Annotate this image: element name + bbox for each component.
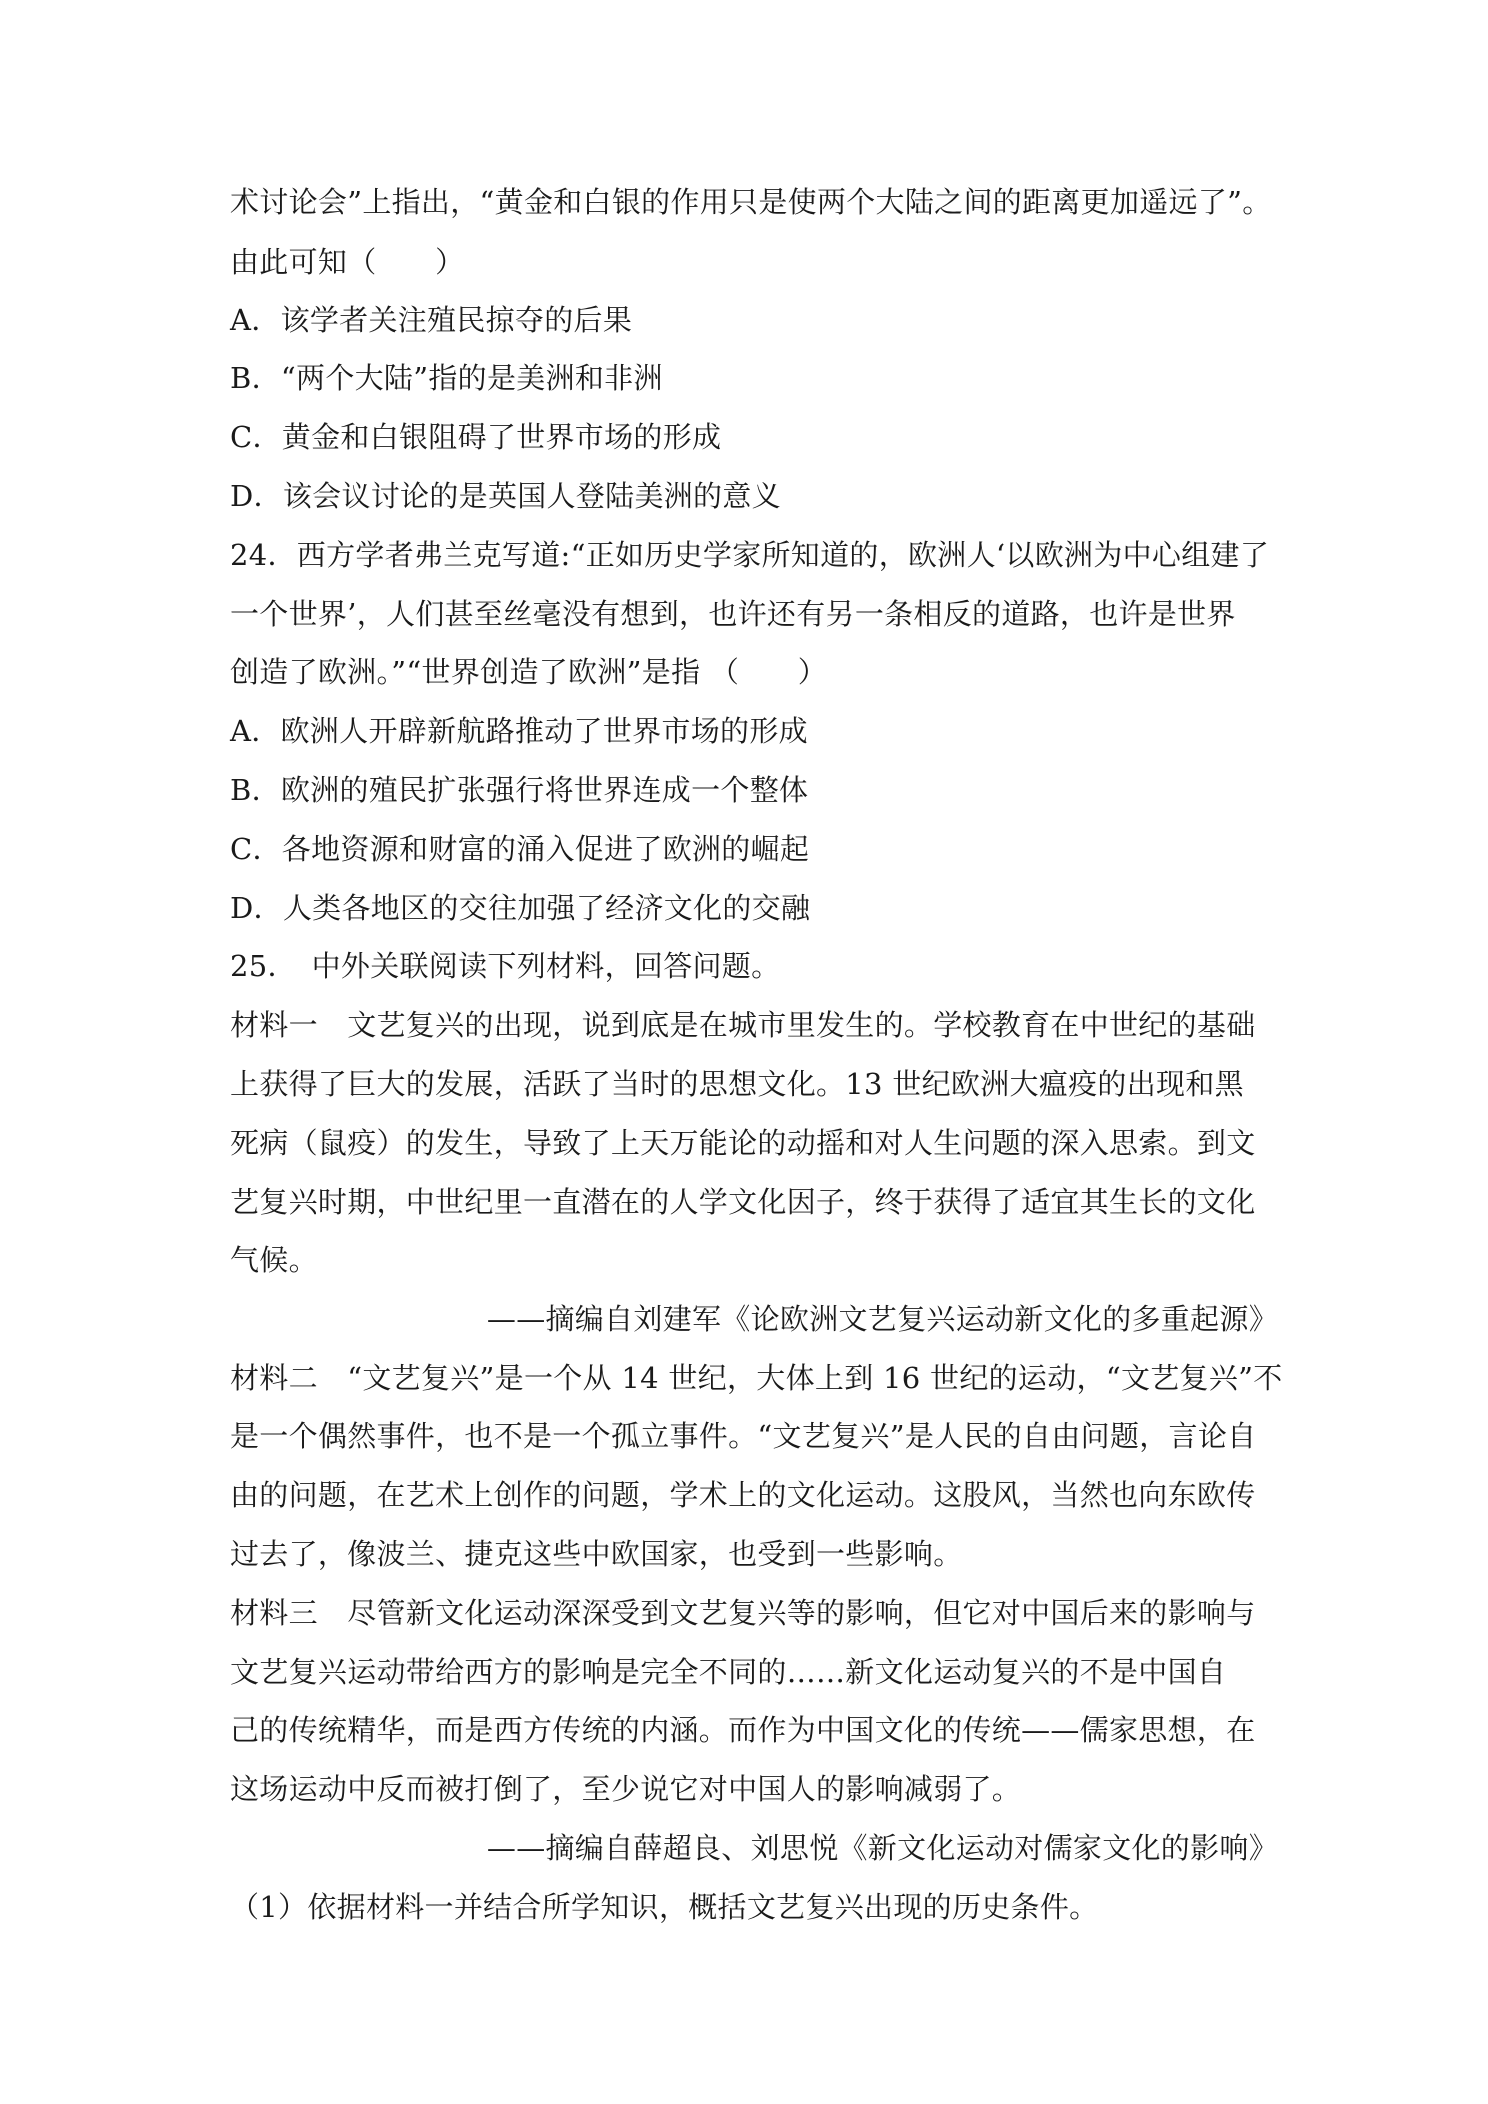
- text-line: 由此可知（ ）: [230, 245, 465, 279]
- option-a: A．该学者关注殖民掠夺的后果: [230, 303, 633, 337]
- option-c: C．各地资源和财富的涌入促进了欧洲的崛起: [230, 832, 810, 866]
- option-d: D．该会议讨论的是英国人登陆美洲的意义: [230, 479, 781, 513]
- material-three: 材料三 尽管新文化运动深深受到文艺复兴等的影响，但它对中国后来的影响与: [230, 1596, 1256, 1630]
- source-citation: ——摘编自刘建军《论欧洲文艺复兴运动新文化的多重起源》: [486, 1302, 1278, 1336]
- material-two: 材料二 “文艺复兴”是一个从 14 世纪，大体上到 16 世纪的运动，“文艺复兴”不: [230, 1361, 1283, 1395]
- text-line: 一个世界’，人们甚至丝毫没有想到，也许还有另一条相反的道路，也许是世界: [230, 597, 1236, 631]
- sub-question-1: （1）依据材料一并结合所学知识，概括文艺复兴出现的历史条件。: [230, 1890, 1099, 1924]
- text-line: 术讨论会”上指出，“黄金和白银的作用只是使两个大陆之间的距离更加遥远了”。: [230, 185, 1272, 219]
- option-a: A．欧洲人开辟新航路推动了世界市场的形成: [230, 714, 808, 748]
- text-line: 死病（鼠疫）的发生，导致了上天万能论的动摇和对人生问题的深入思索。到文: [230, 1126, 1256, 1160]
- option-b: B．“两个大陆”指的是美洲和非洲: [230, 361, 663, 395]
- text-line: 文艺复兴运动带给西方的影响是完全不同的……新文化运动复兴的不是中国自: [230, 1655, 1227, 1689]
- text-line: 己的传统精华，而是西方传统的内涵。而作为中国文化的传统——儒家思想，在: [230, 1713, 1256, 1747]
- text-line: 这场运动中反而被打倒了，至少说它对中国人的影响减弱了。: [230, 1772, 1022, 1806]
- question-25-stem: 25． 中外关联阅读下列材料，回答问题。: [230, 949, 781, 983]
- text-line: 艺复兴时期，中世纪里一直潜在的人学文化因子，终于获得了适宜其生长的文化: [230, 1185, 1256, 1219]
- text-line: 上获得了巨大的发展，活跃了当时的思想文化。13 世纪欧洲大瘟疫的出现和黑: [230, 1067, 1244, 1101]
- option-b: B．欧洲的殖民扩张强行将世界连成一个整体: [230, 773, 809, 807]
- material-one: 材料一 文艺复兴的出现，说到底是在城市里发生的。学校教育在中世纪的基础: [230, 1008, 1256, 1042]
- text-line: 是一个偶然事件，也不是一个孤立事件。“文艺复兴”是人民的自由问题，言论自: [230, 1419, 1257, 1453]
- text-line: 气候。: [230, 1243, 318, 1277]
- source-citation: ——摘编自薛超良、刘思悦《新文化运动对儒家文化的影响》: [486, 1831, 1278, 1865]
- text-line: 由的问题，在艺术上创作的问题，学术上的文化运动。这股风，当然也向东欧传: [230, 1478, 1256, 1512]
- text-line: 创造了欧洲。”“世界创造了欧洲”是指 （ ）: [230, 655, 828, 689]
- text-line: 过去了，像波兰、捷克这些中欧国家，也受到一些影响。: [230, 1537, 963, 1571]
- option-d: D．人类各地区的交往加强了经济文化的交融: [230, 891, 811, 925]
- question-24-stem: 24．西方学者弗兰克写道:“正如历史学家所知道的，欧洲人‘以欧洲为中心组建了: [230, 538, 1270, 572]
- option-c: C．黄金和白银阻碍了世界市场的形成: [230, 420, 722, 454]
